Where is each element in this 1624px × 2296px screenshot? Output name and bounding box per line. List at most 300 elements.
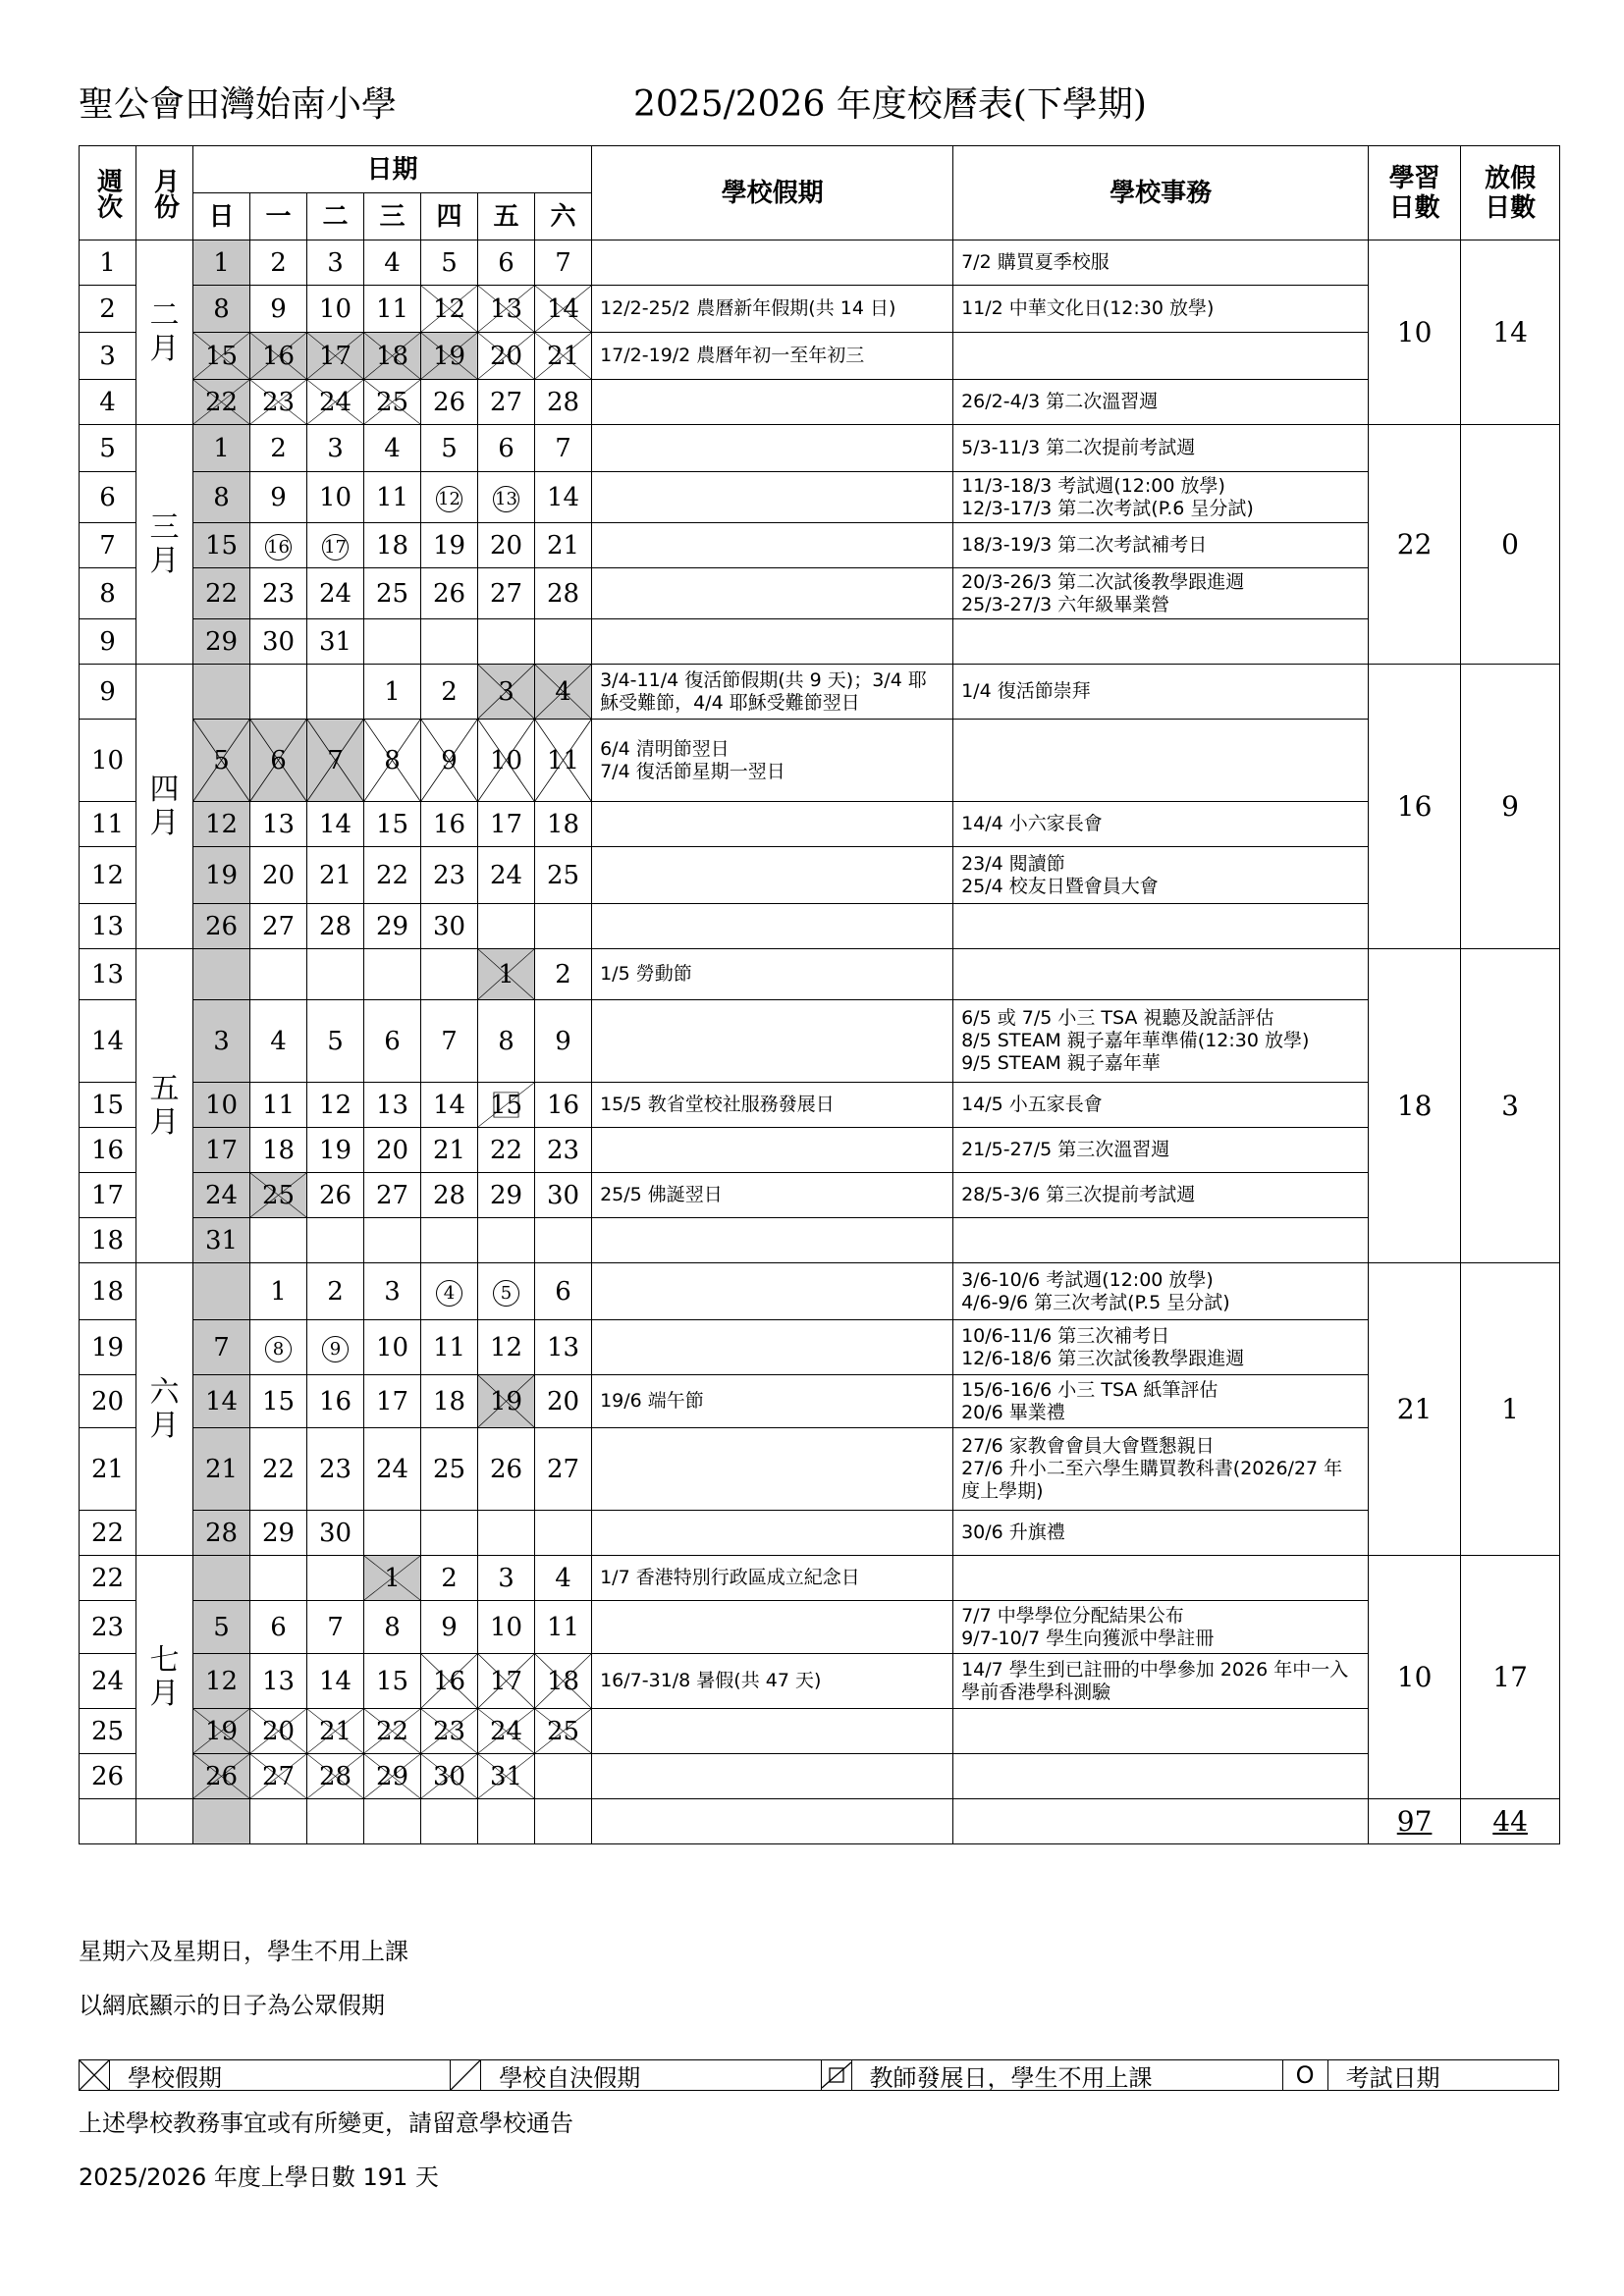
day-number: 10 [318, 482, 352, 512]
day-number: 14 [432, 1090, 466, 1120]
day-number: 26 [489, 1454, 523, 1484]
day-cell [421, 523, 478, 568]
day-number: 16 [432, 809, 466, 839]
day-cell [421, 1375, 478, 1428]
week-number: 17 [80, 1173, 136, 1218]
day-number: 24 [204, 1180, 239, 1210]
day-number: 5 [493, 1280, 519, 1307]
day-number: 8 [384, 745, 401, 775]
day-cell [307, 1709, 364, 1754]
week-row [80, 240, 1560, 286]
day-number: 20 [546, 1386, 580, 1416]
day-cell [193, 523, 250, 568]
day-number: 21 [546, 530, 580, 561]
week-row [80, 333, 1560, 380]
day-number: 15 [261, 1386, 296, 1416]
week-number: 2 [80, 286, 136, 333]
day-number: 24 [318, 578, 352, 609]
week-row [80, 949, 1560, 1000]
day-cell [250, 619, 307, 665]
day-number: 18 [546, 1666, 580, 1696]
affair-text: 18/3-19/3 第二次考試補考日 [953, 523, 1369, 568]
holiday-text [592, 1511, 953, 1556]
holiday-text [592, 904, 953, 949]
day-cell [364, 1218, 421, 1263]
day-number: 4 [436, 1280, 462, 1307]
boxed-slash-icon [822, 2060, 852, 2090]
day-cell [193, 1083, 250, 1128]
holiday-text [592, 523, 953, 568]
day-number: 4 [384, 433, 401, 463]
day-cell [478, 1173, 535, 1218]
day-number: 3 [213, 1026, 230, 1056]
week-row [80, 847, 1560, 904]
day-number: 21 [318, 1716, 352, 1746]
day-number: 12 [489, 1332, 523, 1362]
day-cell [364, 1601, 421, 1654]
x-mark-icon [80, 2060, 110, 2090]
day-cell [307, 802, 364, 847]
day-cell [307, 523, 364, 568]
day-cell [421, 1601, 478, 1654]
day-number: 13 [546, 1332, 580, 1362]
day-cell [193, 619, 250, 665]
day-cell [250, 1128, 307, 1173]
day-number: 22 [261, 1454, 296, 1484]
weekday-header: 六 [535, 193, 592, 240]
day-cell [364, 1754, 421, 1799]
day-cell [250, 1709, 307, 1754]
day-number: 11 [375, 294, 409, 324]
weekday-header: 三 [364, 193, 421, 240]
day-cell [478, 523, 535, 568]
day-number: 11 [546, 1612, 580, 1642]
day-cell [364, 1083, 421, 1128]
legend-school-holiday [80, 2060, 451, 2090]
day-number: 29 [204, 626, 239, 657]
week-row [80, 286, 1560, 333]
day-cell [535, 523, 592, 568]
day-number: 29 [261, 1518, 296, 1548]
day-cell [307, 1083, 364, 1128]
week-number: 18 [80, 1218, 136, 1263]
day-number: 2 [555, 959, 571, 989]
day-number: 4 [384, 247, 401, 278]
week-row [80, 904, 1560, 949]
day-cell [478, 847, 535, 904]
week-number: 13 [80, 949, 136, 1000]
day-number: 25 [546, 860, 580, 890]
day-number: 9 [555, 1026, 571, 1056]
day-number: 28 [546, 578, 580, 609]
day-cell [535, 1709, 592, 1754]
day-number: 22 [489, 1135, 523, 1165]
day-cell [478, 1654, 535, 1709]
day-number: 6 [498, 247, 514, 278]
week-row [80, 665, 1560, 720]
day-number: 6 [555, 1276, 571, 1307]
day-number: 26 [432, 387, 466, 417]
week-row [80, 1709, 1560, 1754]
day-number: 4 [555, 1563, 571, 1593]
day-cell [307, 847, 364, 904]
holiday-text [592, 847, 953, 904]
circle-icon: O [1283, 2060, 1328, 2090]
day-cell [478, 568, 535, 619]
week-number: 26 [80, 1754, 136, 1799]
day-cell [535, 949, 592, 1000]
day-cell [193, 1511, 250, 1556]
day-cell [421, 904, 478, 949]
day-cell [250, 1654, 307, 1709]
day-number: 30 [261, 626, 296, 657]
day-number: 25 [375, 387, 409, 417]
day-number: 29 [375, 1761, 409, 1791]
day-number: 13 [261, 1666, 296, 1696]
empty-cell [364, 1799, 421, 1844]
day-cell [250, 1754, 307, 1799]
day-cell [193, 1173, 250, 1218]
day-number: 8 [213, 482, 230, 512]
affair-text: 14/7 學生到已註冊的中學參加 2026 年中一入學前香港學科測驗 [953, 1654, 1369, 1709]
day-cell [421, 240, 478, 286]
holiday-text [592, 380, 953, 425]
note-weekend: 星期六及星期日，學生不用上課 [79, 1938, 408, 1965]
day-cell [421, 1511, 478, 1556]
day-cell [478, 1511, 535, 1556]
day-number: 15 [489, 1090, 523, 1120]
day-number: 9 [270, 482, 287, 512]
day-number: 17 [322, 534, 349, 561]
month-label: 二月 [149, 297, 180, 366]
day-number: 2 [441, 1563, 458, 1593]
study-days-count: 22 [1369, 425, 1461, 665]
day-number: 8 [384, 1612, 401, 1642]
affair-text: 3/6-10/6 考試週(12:00 放學) 4/6-9/6 第三次考試(P.5 呈分試) [953, 1263, 1369, 1320]
day-cell [193, 1128, 250, 1173]
day-number: 22 [375, 1716, 409, 1746]
day-number: 31 [489, 1761, 523, 1791]
day-cell [364, 847, 421, 904]
day-cell [364, 1428, 421, 1511]
week-row [80, 1511, 1560, 1556]
holiday-text [592, 1320, 953, 1375]
day-number: 18 [432, 1386, 466, 1416]
day-cell [478, 333, 535, 380]
day-cell [421, 1000, 478, 1083]
study-days-count: 16 [1369, 665, 1461, 949]
day-number: 28 [318, 1761, 352, 1791]
day-number: 5 [327, 1026, 344, 1056]
day-cell [193, 425, 250, 472]
school-name: 聖公會田灣始南小學 [79, 84, 398, 125]
day-number: 30 [432, 911, 466, 941]
day-cell [193, 949, 250, 1000]
legend-teacher-dev-label: 教師發展日，學生不用上課 [869, 2063, 1153, 2092]
day-number: 13 [375, 1090, 409, 1120]
day-number: 18 [375, 530, 409, 561]
day-cell [535, 425, 592, 472]
day-cell [421, 380, 478, 425]
legend-school-holiday-label: 學校假期 [128, 2063, 222, 2092]
affair-text [953, 720, 1369, 802]
day-cell [250, 380, 307, 425]
day-number: 27 [489, 387, 523, 417]
day-cell [250, 1218, 307, 1263]
day-cell [478, 1320, 535, 1375]
day-cell [250, 720, 307, 802]
affair-text: 7/2 購買夏季校服 [953, 240, 1369, 286]
day-cell [535, 1511, 592, 1556]
day-number: 11 [261, 1090, 296, 1120]
week-number: 22 [80, 1556, 136, 1601]
day-cell [364, 1173, 421, 1218]
day-cell [193, 472, 250, 523]
empty-cell [307, 1799, 364, 1844]
day-cell [535, 1000, 592, 1083]
holiday-text: 1/5 勞動節 [592, 949, 953, 1000]
week-number: 16 [80, 1128, 136, 1173]
calendar-table [79, 145, 1560, 1844]
day-cell [193, 904, 250, 949]
study-days-count: 10 [1369, 240, 1461, 425]
day-cell [478, 1128, 535, 1173]
day-cell [478, 1218, 535, 1263]
week-row [80, 1000, 1560, 1083]
day-cell [193, 1375, 250, 1428]
affair-text: 5/3-11/3 第二次提前考試週 [953, 425, 1369, 472]
holiday-days-header: 放假日數 [1461, 146, 1560, 240]
day-cell [307, 380, 364, 425]
week-row [80, 472, 1560, 523]
study-days-count: 21 [1369, 1263, 1461, 1556]
day-number: 2 [441, 676, 458, 707]
holiday-text [592, 802, 953, 847]
day-cell [421, 1128, 478, 1173]
affair-text [953, 949, 1369, 1000]
holiday-text [592, 1754, 953, 1799]
day-cell [250, 847, 307, 904]
slash-mark-icon [451, 2060, 481, 2090]
day-cell [307, 904, 364, 949]
day-cell [307, 1218, 364, 1263]
day-number: 9 [322, 1336, 349, 1362]
day-number: 20 [261, 860, 296, 890]
day-cell [193, 380, 250, 425]
day-cell [421, 286, 478, 333]
day-number: 9 [441, 745, 458, 775]
holiday-text [592, 1218, 953, 1263]
day-number: 24 [318, 387, 352, 417]
day-number: 14 [546, 482, 580, 512]
day-cell [307, 1511, 364, 1556]
day-cell [421, 1754, 478, 1799]
day-cell [193, 1218, 250, 1263]
week-number: 9 [80, 665, 136, 720]
day-cell [307, 1754, 364, 1799]
day-number: 2 [270, 433, 287, 463]
day-cell [364, 1320, 421, 1375]
day-cell [535, 619, 592, 665]
day-number: 26 [204, 911, 239, 941]
day-cell [364, 425, 421, 472]
day-cell [421, 425, 478, 472]
affair-text: 14/4 小六家長會 [953, 802, 1369, 847]
week-row [80, 1083, 1560, 1128]
weekday-header: 二 [307, 193, 364, 240]
day-cell [307, 1263, 364, 1320]
day-cell [250, 1083, 307, 1128]
week-number: 10 [80, 720, 136, 802]
day-number: 28 [432, 1180, 466, 1210]
day-cell [535, 1128, 592, 1173]
day-number: 20 [261, 1716, 296, 1746]
day-cell [307, 949, 364, 1000]
day-number: 5 [441, 433, 458, 463]
day-cell [250, 949, 307, 1000]
day-cell [421, 1173, 478, 1218]
day-number: 27 [375, 1180, 409, 1210]
study-days-count: 10 [1369, 1556, 1461, 1799]
day-cell [364, 523, 421, 568]
day-number: 4 [555, 676, 571, 707]
day-cell [250, 1173, 307, 1218]
holiday-text [592, 240, 953, 286]
holiday-text: 15/5 教省堂校社服務發展日 [592, 1083, 953, 1128]
day-number: 6 [384, 1026, 401, 1056]
week-number: 12 [80, 847, 136, 904]
day-number: 1 [213, 433, 230, 463]
empty-cell [250, 1799, 307, 1844]
day-cell [478, 1556, 535, 1601]
day-cell [250, 1000, 307, 1083]
day-number: 12 [432, 294, 466, 324]
day-number: 2 [270, 247, 287, 278]
empty-cell [535, 1799, 592, 1844]
day-cell [193, 240, 250, 286]
day-cell [478, 380, 535, 425]
month-label: 七月 [149, 1642, 180, 1711]
day-number: 5 [213, 1612, 230, 1642]
affair-text [953, 333, 1369, 380]
day-number: 1 [498, 959, 514, 989]
day-cell [307, 333, 364, 380]
day-number: 16 [318, 1386, 352, 1416]
day-number: 10 [318, 294, 352, 324]
day-cell [421, 1218, 478, 1263]
affair-text: 7/7 中學學位分配結果公布 9/7-10/7 學生向獲派中學註冊 [953, 1601, 1369, 1654]
week-number: 8 [80, 568, 136, 619]
holiday-text [592, 425, 953, 472]
day-cell [535, 286, 592, 333]
day-cell [307, 1375, 364, 1428]
day-cell [364, 802, 421, 847]
day-number: 2 [327, 1276, 344, 1307]
day-number: 19 [318, 1135, 352, 1165]
holiday-days-count: 14 [1461, 240, 1560, 425]
day-cell [421, 1263, 478, 1320]
holiday-text: 3/4-11/4 復活節假期(共 9 天)；3/4 耶穌受難節，4/4 耶穌受難節翌日 [592, 665, 953, 720]
day-number: 21 [204, 1454, 239, 1484]
day-cell [421, 1428, 478, 1511]
day-number: 31 [204, 1225, 239, 1255]
day-number: 26 [204, 1761, 239, 1791]
day-cell [364, 568, 421, 619]
day-cell [478, 720, 535, 802]
day-number: 10 [489, 745, 523, 775]
day-number: 7 [441, 1026, 458, 1056]
week-row [80, 523, 1560, 568]
day-number: 17 [318, 341, 352, 371]
day-cell [535, 1218, 592, 1263]
month-header: 月份 [136, 146, 193, 240]
day-cell [421, 847, 478, 904]
day-number: 19 [432, 341, 466, 371]
day-cell [250, 472, 307, 523]
legend-discretionary-label: 學校自決假期 [499, 2063, 641, 2092]
day-number: 16 [546, 1090, 580, 1120]
day-cell [364, 1128, 421, 1173]
day-cell [535, 720, 592, 802]
day-number: 12 [318, 1090, 352, 1120]
day-number: 27 [261, 1761, 296, 1791]
day-number: 24 [489, 1716, 523, 1746]
affair-text [953, 1218, 1369, 1263]
empty-cell [592, 1799, 953, 1844]
legend-exam-label: 考試日期 [1345, 2063, 1440, 2092]
affair-text: 28/5-3/6 第三次提前考試週 [953, 1173, 1369, 1218]
day-cell [250, 1375, 307, 1428]
day-number: 28 [204, 1518, 239, 1548]
day-cell [193, 1754, 250, 1799]
week-number: 18 [80, 1263, 136, 1320]
affair-text: 30/6 升旗禮 [953, 1511, 1369, 1556]
note-gray: 以網底顯示的日子為公眾假期 [79, 1992, 385, 2019]
day-number: 10 [375, 1332, 409, 1362]
day-number: 23 [432, 1716, 466, 1746]
week-number: 1 [80, 240, 136, 286]
day-number: 12 [204, 809, 239, 839]
day-number: 28 [318, 911, 352, 941]
day-number: 23 [318, 1454, 352, 1484]
holiday-text: 6/4 清明節翌日 7/4 復活節星期一翌日 [592, 720, 953, 802]
day-cell [535, 380, 592, 425]
day-cell [250, 802, 307, 847]
day-cell [250, 1428, 307, 1511]
day-cell [193, 1654, 250, 1709]
day-number: 12 [436, 486, 462, 512]
affair-text: 1/4 復活節崇拜 [953, 665, 1369, 720]
affair-text: 15/6-16/6 小三 TSA 紙筆評估 20/6 畢業禮 [953, 1375, 1369, 1428]
day-number: 21 [546, 341, 580, 371]
day-number: 1 [270, 1276, 287, 1307]
empty-cell [421, 1799, 478, 1844]
week-number: 19 [80, 1320, 136, 1375]
week-row [80, 1173, 1560, 1218]
day-number: 13 [261, 809, 296, 839]
day-cell [478, 286, 535, 333]
week-number: 21 [80, 1428, 136, 1511]
day-number: 6 [498, 433, 514, 463]
affair-text: 21/5-27/5 第三次溫習週 [953, 1128, 1369, 1173]
day-number: 29 [375, 911, 409, 941]
weekday-header: 五 [478, 193, 535, 240]
day-number: 24 [489, 860, 523, 890]
day-cell [535, 1173, 592, 1218]
week-row [80, 1375, 1560, 1428]
day-number: 12 [204, 1666, 239, 1696]
day-cell [364, 1654, 421, 1709]
